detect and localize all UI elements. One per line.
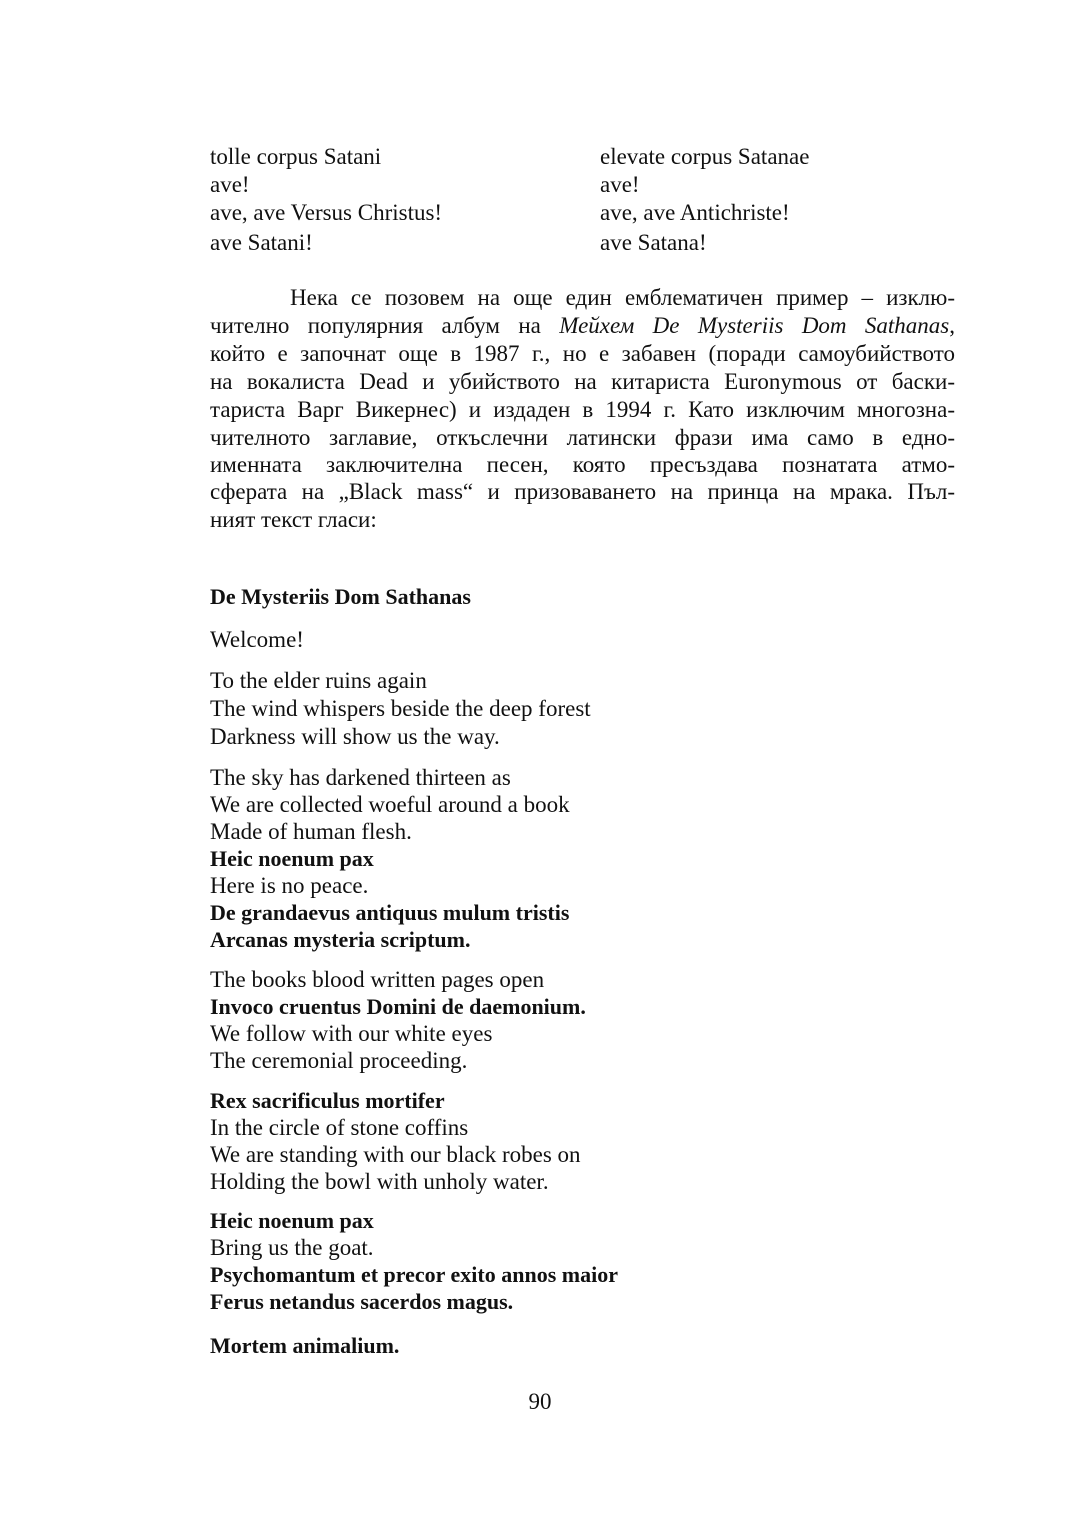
latin-lyric-line: Heic noenum pax [210,1208,374,1233]
latin-right-line: ave, ave Antichriste! [600,200,790,225]
latin-lyric-line: Arcanas mysteria scriptum. [210,927,471,952]
lyric-line: The wind whispers beside the deep forest [210,696,591,721]
lyric-line: Darkness will show us the way. [210,724,500,749]
lyric-line: We follow with our white eyes [210,1021,493,1046]
paragraph-line: чително популярния албум на Мейхем De Mysteriis Dom Sathanas, [210,313,955,338]
latin-right-line: ave! [600,172,640,197]
latin-left-line: ave! [210,172,250,197]
lyric-line: We are collected woeful around a book [210,792,570,817]
lyric-line: The ceremonial proceeding. [210,1048,468,1073]
latin-lyric-line: Mortem animalium. [210,1333,400,1358]
paragraph-line: ният текст гласи: [210,507,377,532]
lyric-line: We are standing with our black robes on [210,1142,581,1167]
lyric-line: In the circle of stone coffins [210,1115,469,1140]
latin-right-line: elevate corpus Satanae [600,144,810,169]
page-number: 90 [528,1389,552,1414]
latin-lyric-line: Invoco cruentus Domini de daemonium. [210,994,586,1019]
paragraph-line: сферата на „Black mass“ и призоваването на принца на мрака. Пъл- [210,479,955,504]
lyric-line: Bring us the goat. [210,1235,374,1260]
lyric-line: Here is no peace. [210,873,369,898]
paragraph-line: чителното заглавие, откъслечни латински фрази има само в едно- [210,425,955,450]
latin-lyric-line: De grandaevus antiquus mulum tristis [210,900,570,925]
lyric-line: The books blood written pages open [210,967,545,992]
lyric-line: Welcome! [210,627,304,652]
latin-left-line: ave, ave Versus Christus! [210,200,443,225]
song-title: De Mysteriis Dom Sathanas [210,584,471,609]
paragraph-line: който е започнат още в 1987 г., но е забавен (поради самоубийството [210,341,955,366]
latin-lyric-line: Ferus netandus sacerdos magus. [210,1289,514,1314]
paragraph-line: именната заключителна песен, която пресъздава познатата атмо- [210,452,955,477]
paragraph-line: Нека се позовем на още един емблематичен пример – изклю- [290,285,955,310]
latin-lyric-line: Psychomantum et precor exito annos maior [210,1262,618,1287]
lyric-line: Made of human flesh. [210,819,412,844]
lyric-line: To the elder ruins again [210,668,427,693]
latin-left-line: tolle corpus Satani [210,144,382,169]
latin-right-line: ave Satana! [600,230,707,255]
paragraph-line: на вокалиста Dead и убийството на китариста Euronymous от баски- [210,369,955,394]
latin-left-line: ave Satani! [210,230,313,255]
lyric-line: The sky has darkened thirteen as [210,765,511,790]
latin-lyric-line: Heic noenum pax [210,846,374,871]
latin-lyric-line: Rex sacrificulus mortifer [210,1088,445,1113]
lyric-line: Holding the bowl with unholy water. [210,1169,549,1194]
album-title: Мейхем De Mysteriis Dom Sathanas [559,313,950,338]
paragraph-line: тариста Варг Викернес) и издаден в 1994 г. Като изключим многозна- [210,397,955,422]
